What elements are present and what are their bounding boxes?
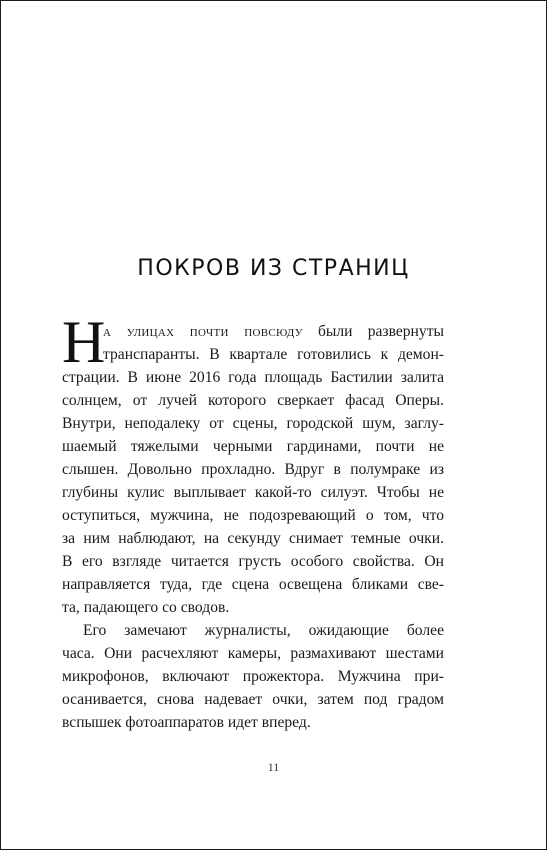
- text-line: [62, 320, 444, 343]
- text-line-content: были развернуты: [302, 323, 444, 340]
- text-line: вспышек фотоаппаратов идет вперед.: [62, 714, 311, 731]
- lead-in: а улицах почти повсюду: [103, 323, 303, 340]
- text-line: осанивается, снова надевает очки, затем под градом: [62, 691, 444, 708]
- chapter-title: ПОКРОВ ИЗ СТРАНИЦ: [137, 256, 410, 281]
- text-line: микрофонов, включают прожектора. Мужчина при-: [62, 668, 444, 685]
- text-line: та, падающего со сводов.: [62, 599, 230, 616]
- text-line: слышен. Довольно прохладно. Вдруг в полумраке из: [62, 461, 444, 478]
- text-line: страции. В июне 2016 года площадь Бастилии залита: [62, 369, 444, 386]
- text-line: оступиться, мужчина, не подозревающий о том, что: [62, 507, 444, 524]
- text-line: В его взгляде читается грусть особого свойства. Он: [62, 553, 444, 570]
- text-line: глубины кулис выплывает какой-то силуэт. Чтобы не: [62, 484, 444, 501]
- drop-cap: Н: [62, 309, 106, 375]
- page-number: 11: [267, 760, 280, 774]
- text-line: транспаранты. В квартале готовились к демон-: [103, 346, 444, 363]
- text-line: шаемый тяжелыми черными гардинами, почти не: [62, 438, 444, 455]
- text-line: направляется туда, где сцена освещена бликами све-: [62, 576, 444, 593]
- text-line: Его замечают журналисты, ожидающие более: [83, 622, 444, 639]
- body-text: [62, 309, 444, 734]
- text-line: Внутри, неподалеку от сцены, городской шум, заглу-: [62, 415, 444, 432]
- text-line: за ним наблюдают, на секунду снимает темные очки.: [62, 530, 444, 547]
- text-line: солнцем, от лучей которого сверкает фасад Оперы.: [62, 392, 444, 409]
- text-line: часа. Они расчехляют камеры, размахивают шестами: [62, 645, 444, 662]
